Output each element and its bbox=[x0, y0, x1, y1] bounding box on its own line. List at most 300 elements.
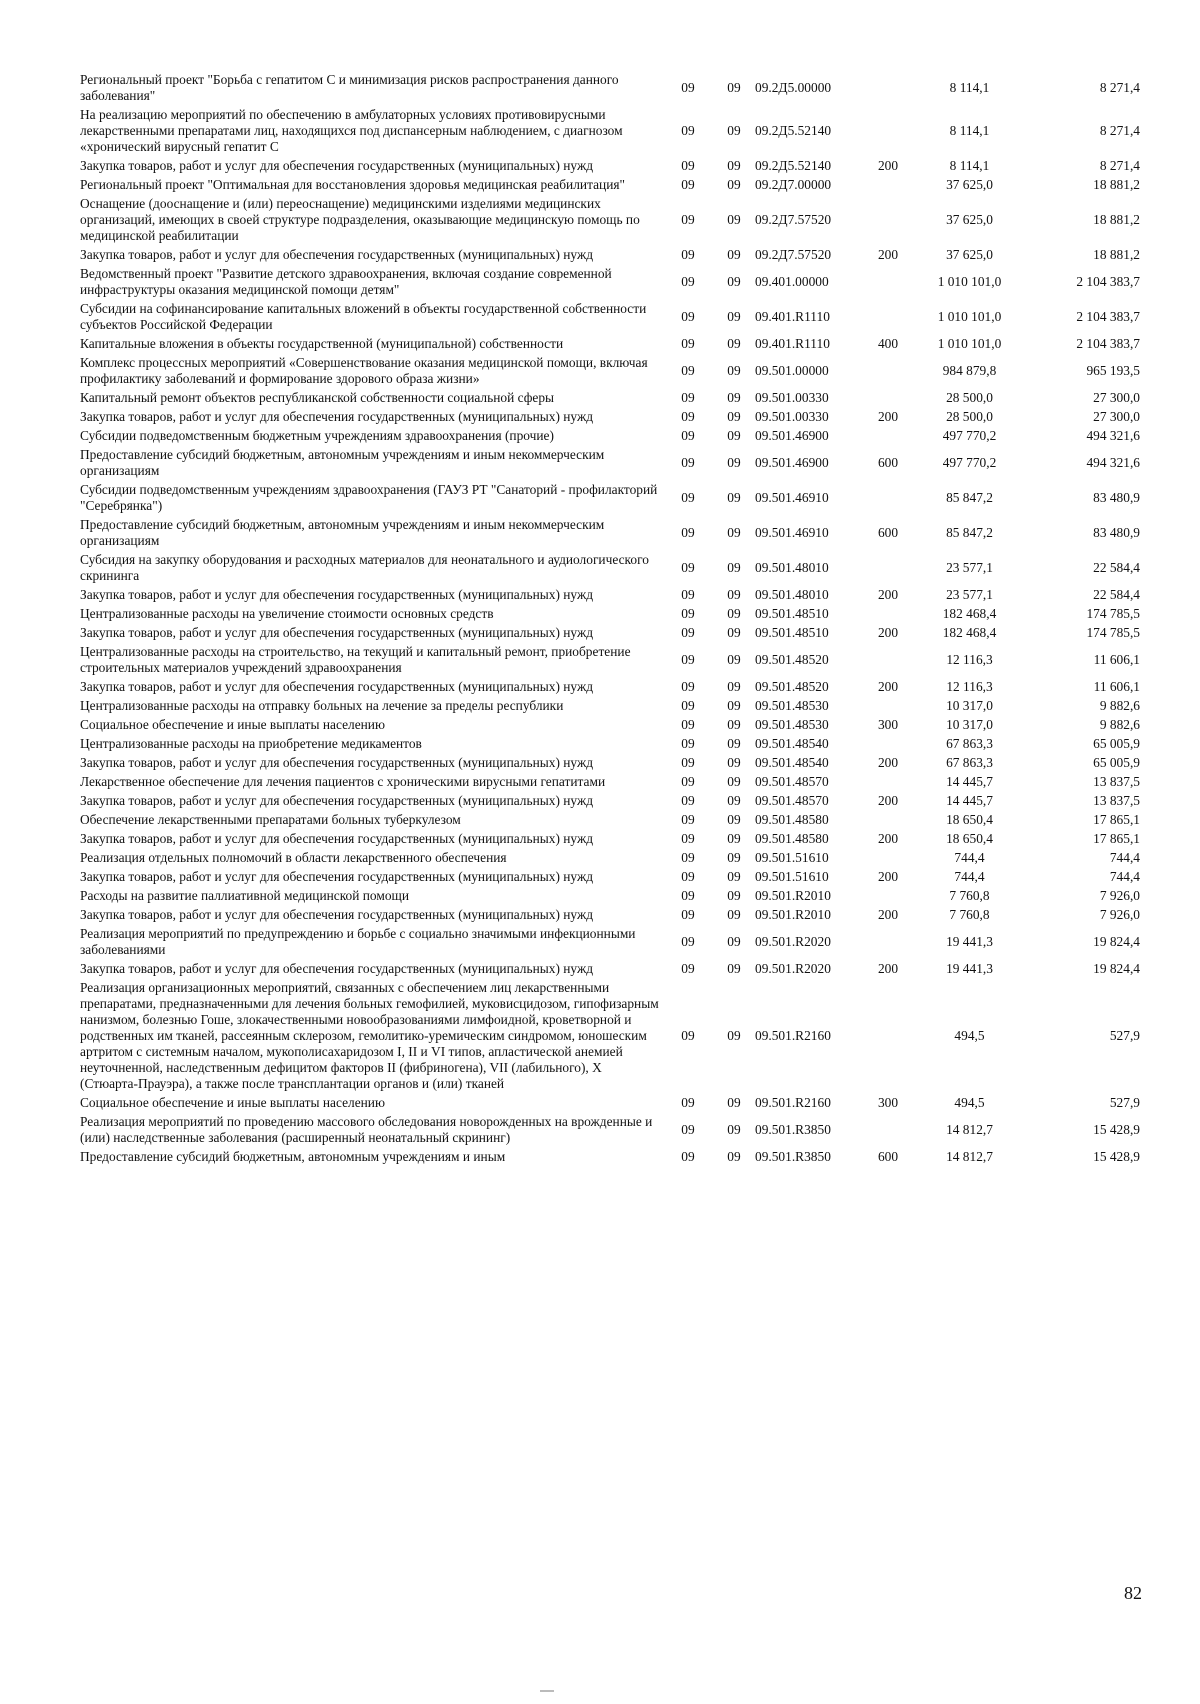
row-section: 09 bbox=[681, 849, 695, 865]
row-section: 09 bbox=[681, 960, 695, 976]
row-name: Социальное обеспечение и иные выплаты населению bbox=[80, 1094, 385, 1110]
row-amount-year-2: 527,9 bbox=[1109, 1094, 1140, 1110]
row-name: Закупка товаров, работ и услуг для обеспечения государственных (муниципальных) нужд bbox=[80, 868, 594, 884]
row-amount-year-2: 8 271,4 bbox=[1099, 122, 1140, 138]
row-subsection: 09 bbox=[727, 773, 741, 789]
row-target-article: 09.501.48520 bbox=[755, 678, 829, 694]
row-section: 09 bbox=[681, 308, 695, 324]
row-name: Централизованные расходы на строительство, на текущий и капитальный ремонт, приобретение строительных материалов учреждений здравоохранения bbox=[80, 643, 631, 675]
row-expense-type: 600 bbox=[877, 1148, 899, 1164]
row-target-article: 09.501.48540 bbox=[755, 754, 829, 770]
row-section: 09 bbox=[681, 678, 695, 694]
row-expense-type: 200 bbox=[877, 960, 899, 976]
row-amount-year-2: 83 480,9 bbox=[1093, 524, 1140, 540]
row-subsection: 09 bbox=[727, 651, 741, 667]
row-name: Региональный проект "Борьба с гепатитом С и минимизация рисков распространения данного заболевания" bbox=[80, 71, 619, 103]
row-target-article: 09.501.48520 bbox=[755, 651, 829, 667]
row-amount-year-1: 18 650,4 bbox=[946, 811, 993, 827]
row-target-article: 09.501.00330 bbox=[755, 408, 829, 424]
row-amount-year-1: 1 010 101,0 bbox=[937, 273, 1002, 289]
row-expense-type bbox=[863, 604, 913, 623]
row-target-article: 09.501.48010 bbox=[755, 559, 829, 575]
row-name: Закупка товаров, работ и услуг для обеспечения государственных (муниципальных) нужд bbox=[80, 246, 594, 262]
row-expense-type bbox=[863, 264, 913, 299]
row-subsection: 09 bbox=[727, 887, 741, 903]
row-amount-year-1: 23 577,1 bbox=[946, 559, 993, 575]
table-row bbox=[80, 642, 1140, 677]
row-subsection: 09 bbox=[727, 849, 741, 865]
row-expense-type bbox=[863, 848, 913, 867]
row-section: 09 bbox=[681, 273, 695, 289]
row-subsection: 09 bbox=[727, 559, 741, 575]
row-subsection: 09 bbox=[727, 830, 741, 846]
row-amount-year-2: 494 321,6 bbox=[1086, 427, 1140, 443]
table-row bbox=[80, 791, 1140, 810]
row-amount-year-2: 18 881,2 bbox=[1093, 246, 1140, 262]
row-name: Лекарственное обеспечение для лечения пациентов с хроническими вирусными гепатитами bbox=[80, 773, 606, 789]
row-amount-year-2: 494 321,6 bbox=[1086, 454, 1140, 470]
row-target-article: 09.501.00000 bbox=[755, 362, 829, 378]
row-amount-year-2: 174 785,5 bbox=[1086, 624, 1140, 640]
row-amount-year-2: 27 300,0 bbox=[1093, 389, 1140, 405]
row-amount-year-2: 11 606,1 bbox=[1093, 678, 1140, 694]
row-expense-type bbox=[863, 696, 913, 715]
row-amount-year-1: 497 770,2 bbox=[942, 454, 997, 470]
row-amount-year-2: 11 606,1 bbox=[1093, 651, 1140, 667]
row-amount-year-2: 9 882,6 bbox=[1099, 697, 1140, 713]
row-amount-year-2: 65 005,9 bbox=[1093, 754, 1140, 770]
row-amount-year-2: 527,9 bbox=[1109, 1027, 1140, 1043]
row-section: 09 bbox=[681, 605, 695, 621]
scan-mark bbox=[540, 1690, 554, 1692]
row-amount-year-2: 2 104 383,7 bbox=[1076, 273, 1140, 289]
table-row bbox=[80, 70, 1140, 105]
row-amount-year-1: 494,5 bbox=[954, 1027, 985, 1043]
row-expense-type: 200 bbox=[877, 408, 899, 424]
row-section: 09 bbox=[681, 651, 695, 667]
row-target-article: 09.2Д7.57520 bbox=[755, 246, 832, 262]
row-amount-year-2: 17 865,1 bbox=[1093, 811, 1140, 827]
row-expense-type: 200 bbox=[877, 868, 899, 884]
row-amount-year-1: 8 114,1 bbox=[949, 157, 990, 173]
row-amount-year-1: 8 114,1 bbox=[949, 79, 990, 95]
row-subsection: 09 bbox=[727, 408, 741, 424]
row-name: На реализацию мероприятий по обеспечению в амбулаторных условиях противовирусными лекарственными препаратами лиц, находящихся под диспансерным наблюдением, с диагнозом «хронический вирусный гепатит С bbox=[80, 106, 623, 154]
row-section: 09 bbox=[681, 754, 695, 770]
row-amount-year-2: 19 824,4 bbox=[1093, 960, 1140, 976]
row-expense-type: 200 bbox=[877, 246, 899, 262]
row-section: 09 bbox=[681, 887, 695, 903]
row-expense-type bbox=[863, 70, 913, 105]
row-name: Закупка товаров, работ и услуг для обеспечения государственных (муниципальных) нужд bbox=[80, 586, 594, 602]
row-subsection: 09 bbox=[727, 1027, 741, 1043]
row-amount-year-2: 83 480,9 bbox=[1093, 489, 1140, 505]
row-section: 09 bbox=[681, 868, 695, 884]
table-row bbox=[80, 426, 1140, 445]
row-name: Реализация мероприятий по предупреждению и борьбе с социально значимыми инфекционными заболеваниями bbox=[80, 925, 636, 957]
row-name: Комплекс процессных мероприятий «Совершенствование оказания медицинской помощи, включая профилактику заболеваний и формирование здорового образа жизни» bbox=[80, 354, 648, 386]
row-target-article: 09.501.48010 bbox=[755, 586, 829, 602]
row-amount-year-1: 12 116,3 bbox=[946, 651, 993, 667]
row-amount-year-2: 22 584,4 bbox=[1093, 559, 1140, 575]
row-subsection: 09 bbox=[727, 176, 741, 192]
row-expense-type bbox=[863, 353, 913, 388]
table-row bbox=[80, 550, 1140, 585]
row-amount-year-2: 19 824,4 bbox=[1093, 933, 1140, 949]
row-amount-year-2: 744,4 bbox=[1109, 849, 1140, 865]
row-target-article: 09.501.R2010 bbox=[755, 887, 831, 903]
row-name: Реализация отдельных полномочий в области лекарственного обеспечения bbox=[80, 849, 507, 865]
row-name: Субсидии подведомственным бюджетным учреждениям здравоохранения (прочие) bbox=[80, 427, 554, 443]
row-amount-year-1: 1 010 101,0 bbox=[937, 335, 1002, 351]
row-subsection: 09 bbox=[727, 792, 741, 808]
row-amount-year-1: 8 114,1 bbox=[949, 122, 990, 138]
table-row bbox=[80, 829, 1140, 848]
row-expense-type bbox=[863, 772, 913, 791]
row-amount-year-1: 28 500,0 bbox=[946, 408, 993, 424]
row-subsection: 09 bbox=[727, 1121, 741, 1137]
row-name: Расходы на развитие паллиативной медицинской помощи bbox=[80, 887, 410, 903]
row-section: 09 bbox=[681, 335, 695, 351]
row-target-article: 09.401.R1110 bbox=[755, 308, 830, 324]
row-expense-type: 200 bbox=[877, 830, 899, 846]
row-target-article: 09.401.R1110 bbox=[755, 335, 830, 351]
row-amount-year-2: 8 271,4 bbox=[1099, 157, 1140, 173]
row-expense-type: 600 bbox=[877, 454, 899, 470]
row-amount-year-2: 65 005,9 bbox=[1093, 735, 1140, 751]
row-subsection: 09 bbox=[727, 79, 741, 95]
row-expense-type bbox=[863, 299, 913, 334]
table-row bbox=[80, 245, 1140, 264]
row-section: 09 bbox=[681, 489, 695, 505]
row-section: 09 bbox=[681, 906, 695, 922]
row-amount-year-1: 14 445,7 bbox=[946, 773, 993, 789]
row-subsection: 09 bbox=[727, 586, 741, 602]
row-expense-type bbox=[863, 734, 913, 753]
row-target-article: 09.501.48510 bbox=[755, 605, 829, 621]
row-amount-year-2: 8 271,4 bbox=[1099, 79, 1140, 95]
row-section: 09 bbox=[681, 1094, 695, 1110]
row-expense-type bbox=[863, 886, 913, 905]
row-target-article: 09.501.48570 bbox=[755, 773, 829, 789]
table-row bbox=[80, 924, 1140, 959]
row-subsection: 09 bbox=[727, 524, 741, 540]
row-section: 09 bbox=[681, 176, 695, 192]
budget-table-body bbox=[80, 70, 1140, 1166]
row-amount-year-1: 14 812,7 bbox=[946, 1121, 993, 1137]
row-target-article: 09.501.46900 bbox=[755, 454, 829, 470]
row-target-article: 09.501.R3850 bbox=[755, 1148, 831, 1164]
row-subsection: 09 bbox=[727, 489, 741, 505]
table-row bbox=[80, 734, 1140, 753]
row-expense-type: 300 bbox=[877, 716, 899, 732]
row-section: 09 bbox=[681, 1027, 695, 1043]
row-name: Предоставление субсидий бюджетным, автономным учреждениям и иным bbox=[80, 1148, 506, 1164]
page-number: 82 bbox=[1124, 1583, 1142, 1603]
row-name: Централизованные расходы на приобретение медикаментов bbox=[80, 735, 422, 751]
row-target-article: 09.2Д7.57520 bbox=[755, 211, 832, 227]
table-row bbox=[80, 585, 1140, 604]
row-target-article: 09.501.51610 bbox=[755, 849, 829, 865]
row-amount-year-1: 182 468,4 bbox=[942, 624, 997, 640]
row-subsection: 09 bbox=[727, 211, 741, 227]
table-row bbox=[80, 772, 1140, 791]
row-section: 09 bbox=[681, 246, 695, 262]
row-section: 09 bbox=[681, 716, 695, 732]
row-target-article: 09.501.R2020 bbox=[755, 933, 831, 949]
row-section: 09 bbox=[681, 389, 695, 405]
row-target-article: 09.501.00330 bbox=[755, 389, 829, 405]
table-row bbox=[80, 604, 1140, 623]
row-section: 09 bbox=[681, 559, 695, 575]
row-amount-year-2: 27 300,0 bbox=[1093, 408, 1140, 424]
row-expense-type: 200 bbox=[877, 906, 899, 922]
row-subsection: 09 bbox=[727, 273, 741, 289]
row-amount-year-1: 10 317,0 bbox=[946, 716, 993, 732]
table-row bbox=[80, 480, 1140, 515]
row-target-article: 09.501.R2160 bbox=[755, 1094, 831, 1110]
row-subsection: 09 bbox=[727, 960, 741, 976]
row-name: Ведомственный проект "Развитие детского здравоохранения, включая создание современной инфраструктуры оказания медицинской помощи детям" bbox=[80, 265, 612, 297]
row-name: Обеспечение лекарственными препаратами больных туберкулезом bbox=[80, 811, 461, 827]
row-name: Закупка товаров, работ и услуг для обеспечения государственных (муниципальных) нужд bbox=[80, 678, 594, 694]
row-expense-type: 200 bbox=[877, 157, 899, 173]
row-amount-year-2: 744,4 bbox=[1109, 868, 1140, 884]
row-expense-type: 200 bbox=[877, 678, 899, 694]
row-amount-year-1: 37 625,0 bbox=[946, 246, 993, 262]
row-amount-year-1: 182 468,4 bbox=[942, 605, 997, 621]
table-row bbox=[80, 696, 1140, 715]
row-name: Предоставление субсидий бюджетным, автономным учреждениям и иным некоммерческим организациям bbox=[80, 516, 605, 548]
budget-table bbox=[80, 70, 1140, 1166]
row-amount-year-1: 19 441,3 bbox=[946, 933, 993, 949]
row-name: Реализация мероприятий по проведению массового обследования новорожденных на врожденные и (или) наследственные заболевания (расширенный неонатальный скрининг) bbox=[80, 1113, 653, 1145]
table-row bbox=[80, 715, 1140, 734]
row-amount-year-1: 984 879,8 bbox=[942, 362, 997, 378]
table-row bbox=[80, 299, 1140, 334]
row-subsection: 09 bbox=[727, 605, 741, 621]
row-amount-year-2: 7 926,0 bbox=[1099, 887, 1140, 903]
row-amount-year-1: 10 317,0 bbox=[946, 697, 993, 713]
row-expense-type bbox=[863, 810, 913, 829]
table-row bbox=[80, 810, 1140, 829]
table-row bbox=[80, 959, 1140, 978]
row-amount-year-1: 744,4 bbox=[954, 849, 985, 865]
row-section: 09 bbox=[681, 586, 695, 602]
row-name: Субсидии подведомственным учреждениям здравоохранения (ГАУЗ РТ "Санаторий - профилакторий "Серебрянка") bbox=[80, 481, 658, 513]
row-section: 09 bbox=[681, 792, 695, 808]
row-subsection: 09 bbox=[727, 308, 741, 324]
row-name: Закупка товаров, работ и услуг для обеспечения государственных (муниципальных) нужд bbox=[80, 830, 594, 846]
row-target-article: 09.501.R2160 bbox=[755, 1027, 831, 1043]
row-target-article: 09.501.48530 bbox=[755, 697, 829, 713]
row-name: Субсидии на софинансирование капитальных вложений в объекты государственной собственности субъектов Российской Федерации bbox=[80, 300, 647, 332]
row-amount-year-1: 14 812,7 bbox=[946, 1148, 993, 1164]
row-amount-year-2: 13 837,5 bbox=[1093, 792, 1140, 808]
row-section: 09 bbox=[681, 1148, 695, 1164]
row-amount-year-1: 37 625,0 bbox=[946, 176, 993, 192]
table-row bbox=[80, 156, 1140, 175]
row-name: Закупка товаров, работ и услуг для обеспечения государственных (муниципальных) нужд bbox=[80, 624, 594, 640]
table-row bbox=[80, 388, 1140, 407]
row-target-article: 09.501.48540 bbox=[755, 735, 829, 751]
row-subsection: 09 bbox=[727, 868, 741, 884]
row-section: 09 bbox=[681, 408, 695, 424]
row-expense-type bbox=[863, 194, 913, 245]
row-subsection: 09 bbox=[727, 754, 741, 770]
row-section: 09 bbox=[681, 524, 695, 540]
row-amount-year-1: 1 010 101,0 bbox=[937, 308, 1002, 324]
row-amount-year-1: 85 847,2 bbox=[946, 489, 993, 505]
table-row bbox=[80, 353, 1140, 388]
row-amount-year-2: 2 104 383,7 bbox=[1076, 335, 1140, 351]
row-amount-year-2: 22 584,4 bbox=[1093, 586, 1140, 602]
row-section: 09 bbox=[681, 157, 695, 173]
row-name: Социальное обеспечение и иные выплаты населению bbox=[80, 716, 385, 732]
row-subsection: 09 bbox=[727, 427, 741, 443]
row-amount-year-1: 85 847,2 bbox=[946, 524, 993, 540]
row-subsection: 09 bbox=[727, 335, 741, 351]
row-amount-year-1: 18 650,4 bbox=[946, 830, 993, 846]
table-row bbox=[80, 1112, 1140, 1147]
row-amount-year-1: 12 116,3 bbox=[946, 678, 993, 694]
row-subsection: 09 bbox=[727, 454, 741, 470]
row-subsection: 09 bbox=[727, 697, 741, 713]
row-subsection: 09 bbox=[727, 122, 741, 138]
row-target-article: 09.2Д5.52140 bbox=[755, 122, 832, 138]
row-subsection: 09 bbox=[727, 906, 741, 922]
row-section: 09 bbox=[681, 122, 695, 138]
row-amount-year-1: 23 577,1 bbox=[946, 586, 993, 602]
row-amount-year-1: 744,4 bbox=[954, 868, 985, 884]
row-section: 09 bbox=[681, 427, 695, 443]
row-expense-type bbox=[863, 175, 913, 194]
row-name: Реализация организационных мероприятий, связанных с обеспечением лиц лекарственными препаратами, предназначенными для лечения больных гемофилией, муковисцидозом, гипофизарным нанизмом, болезнью Гоше, злокачественными новообразованиями лимфоидной, кроветворной и родственных им тканей, рассеянным склерозом, гемолитико-уремическим синдромом, юношеским артритом с системным началом, мукополисахаридозом I, II и VI типов, апластической анемией неуточненной, наследственным дефицитом факторов II (фибриногена), VII (лабильного), X (Стюарта-Прауэра), а также после трансплантации органов и (или) тканей bbox=[80, 979, 659, 1091]
row-expense-type: 200 bbox=[877, 792, 899, 808]
row-subsection: 09 bbox=[727, 1094, 741, 1110]
table-row bbox=[80, 105, 1140, 156]
row-amount-year-1: 37 625,0 bbox=[946, 211, 993, 227]
row-target-article: 09.501.48580 bbox=[755, 830, 829, 846]
row-subsection: 09 bbox=[727, 735, 741, 751]
row-target-article: 09.501.48530 bbox=[755, 716, 829, 732]
row-expense-type bbox=[863, 1112, 913, 1147]
table-row bbox=[80, 407, 1140, 426]
table-row bbox=[80, 905, 1140, 924]
row-name: Централизованные расходы на отправку больных на лечение за пределы республики bbox=[80, 697, 564, 713]
table-row bbox=[80, 978, 1140, 1093]
row-section: 09 bbox=[681, 773, 695, 789]
row-section: 09 bbox=[681, 1121, 695, 1137]
table-row bbox=[80, 677, 1140, 696]
row-expense-type bbox=[863, 105, 913, 156]
row-expense-type: 200 bbox=[877, 586, 899, 602]
row-name: Закупка товаров, работ и услуг для обеспечения государственных (муниципальных) нужд bbox=[80, 157, 594, 173]
row-subsection: 09 bbox=[727, 624, 741, 640]
table-row bbox=[80, 1093, 1140, 1112]
row-name: Капитальные вложения в объекты государственной (муниципальной) собственности bbox=[80, 335, 564, 351]
row-name: Централизованные расходы на увеличение стоимости основных средств bbox=[80, 605, 494, 621]
row-target-article: 09.2Д5.52140 bbox=[755, 157, 832, 173]
row-amount-year-1: 7 760,8 bbox=[949, 887, 990, 903]
row-name: Закупка товаров, работ и услуг для обеспечения государственных (муниципальных) нужд bbox=[80, 754, 594, 770]
row-expense-type bbox=[863, 642, 913, 677]
row-amount-year-1: 67 863,3 bbox=[946, 735, 993, 751]
row-subsection: 09 bbox=[727, 246, 741, 262]
row-expense-type: 400 bbox=[877, 335, 899, 351]
row-target-article: 09.501.46910 bbox=[755, 524, 829, 540]
row-amount-year-1: 7 760,8 bbox=[949, 906, 990, 922]
row-name: Оснащение (дооснащение и (или) переоснащение) медицинскими изделиями медицинских организаций, имеющих в своей структуре подразделения, оказывающие медицинскую помощь по медицинской реабилитации bbox=[80, 195, 640, 243]
row-section: 09 bbox=[681, 735, 695, 751]
row-expense-type: 200 bbox=[877, 624, 899, 640]
row-subsection: 09 bbox=[727, 933, 741, 949]
row-expense-type: 200 bbox=[877, 754, 899, 770]
row-subsection: 09 bbox=[727, 389, 741, 405]
row-subsection: 09 bbox=[727, 157, 741, 173]
table-row bbox=[80, 334, 1140, 353]
row-expense-type bbox=[863, 924, 913, 959]
row-amount-year-1: 19 441,3 bbox=[946, 960, 993, 976]
row-section: 09 bbox=[681, 697, 695, 713]
row-amount-year-2: 2 104 383,7 bbox=[1076, 308, 1140, 324]
row-amount-year-2: 18 881,2 bbox=[1093, 211, 1140, 227]
table-row bbox=[80, 1147, 1140, 1166]
row-expense-type: 300 bbox=[877, 1094, 899, 1110]
row-expense-type bbox=[863, 388, 913, 407]
row-name: Субсидия на закупку оборудования и расходных материалов для неонатального и аудиологического скрининга bbox=[80, 551, 649, 583]
row-subsection: 09 bbox=[727, 362, 741, 378]
row-amount-year-2: 7 926,0 bbox=[1099, 906, 1140, 922]
row-section: 09 bbox=[681, 454, 695, 470]
row-target-article: 09.501.R2020 bbox=[755, 960, 831, 976]
row-name: Предоставление субсидий бюджетным, автономным учреждениям и иным некоммерческим организациям bbox=[80, 446, 605, 478]
table-row bbox=[80, 848, 1140, 867]
row-section: 09 bbox=[681, 362, 695, 378]
row-expense-type bbox=[863, 426, 913, 445]
row-subsection: 09 bbox=[727, 1148, 741, 1164]
row-target-article: 09.401.00000 bbox=[755, 273, 829, 289]
row-amount-year-1: 14 445,7 bbox=[946, 792, 993, 808]
row-target-article: 09.501.R3850 bbox=[755, 1121, 831, 1137]
row-section: 09 bbox=[681, 811, 695, 827]
row-amount-year-1: 494,5 bbox=[954, 1094, 985, 1110]
row-amount-year-2: 174 785,5 bbox=[1086, 605, 1140, 621]
row-section: 09 bbox=[681, 211, 695, 227]
row-subsection: 09 bbox=[727, 716, 741, 732]
row-amount-year-2: 13 837,5 bbox=[1093, 773, 1140, 789]
table-row bbox=[80, 867, 1140, 886]
row-section: 09 bbox=[681, 933, 695, 949]
table-row bbox=[80, 753, 1140, 772]
table-row bbox=[80, 264, 1140, 299]
table-row bbox=[80, 194, 1140, 245]
table-row bbox=[80, 623, 1140, 642]
row-target-article: 09.501.46900 bbox=[755, 427, 829, 443]
row-amount-year-2: 9 882,6 bbox=[1099, 716, 1140, 732]
row-amount-year-1: 497 770,2 bbox=[942, 427, 997, 443]
row-expense-type: 600 bbox=[877, 524, 899, 540]
row-expense-type bbox=[863, 978, 913, 1093]
row-name: Закупка товаров, работ и услуг для обеспечения государственных (муниципальных) нужд bbox=[80, 792, 594, 808]
row-target-article: 09.501.R2010 bbox=[755, 906, 831, 922]
table-row bbox=[80, 886, 1140, 905]
row-expense-type bbox=[863, 550, 913, 585]
row-section: 09 bbox=[681, 830, 695, 846]
row-subsection: 09 bbox=[727, 811, 741, 827]
row-amount-year-2: 18 881,2 bbox=[1093, 176, 1140, 192]
row-section: 09 bbox=[681, 79, 695, 95]
